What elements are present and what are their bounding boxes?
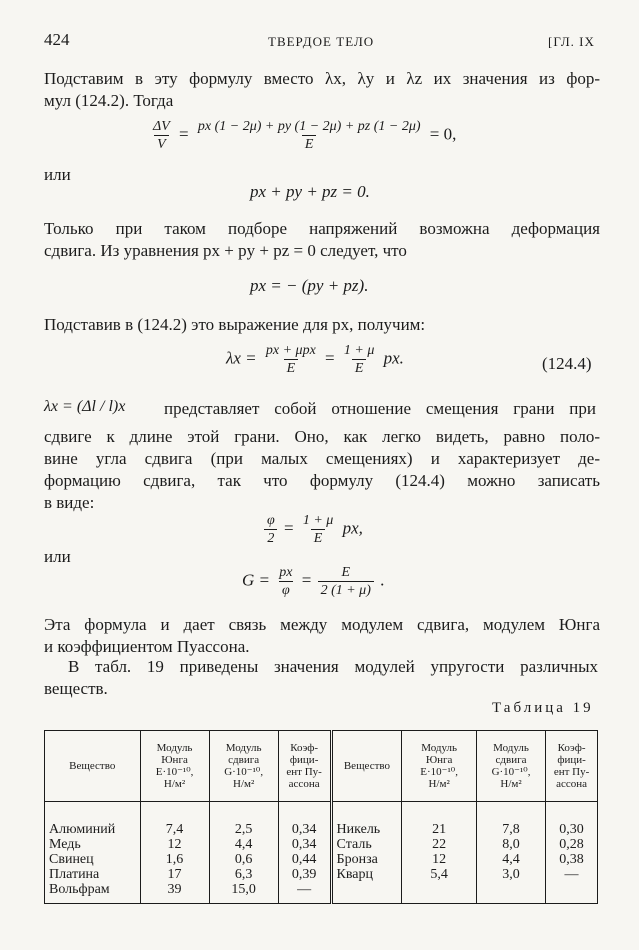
paragraph-line: или xyxy=(44,547,71,566)
left-young-values: 7,4 12 1,6 17 39 xyxy=(140,802,209,904)
eq5-tail: px, xyxy=(342,518,363,538)
header-substance: Вещество xyxy=(45,731,141,802)
paragraph-line: веществ. xyxy=(44,679,108,698)
paragraph-line: Эта формула и дает связь между модулем сдвига, модулем Юнга xyxy=(44,615,600,634)
table-header-row xyxy=(45,731,598,802)
right-shear-values: 7,8 8,0 4,4 3,0 xyxy=(476,802,545,904)
eq5-denominator: 2 xyxy=(264,529,277,547)
eq1-lhs-numerator: ΔV xyxy=(153,119,170,134)
header-poisson: Коэф- фици- ент Пу- ассона xyxy=(278,731,331,802)
paragraph-line: вине угла сдвига (при малых смещениях) и характеризует де- xyxy=(44,449,600,468)
eq5-f-denominator: E xyxy=(311,529,326,547)
right-substances: Никель Сталь Бронза Кварц xyxy=(331,802,402,904)
equation-half-angle: $\frac{\varphi}{2}$ = $\frac{1 + \mu}{E}$ px, xyxy=(262,512,363,547)
eq1-rhs-numerator: px (1 − 2μ) + py (1 − 2μ) + pz (1 − 2μ) xyxy=(197,119,421,134)
table-row xyxy=(45,802,598,904)
paragraph-line: Только при таком подборе напряжений возможна деформация xyxy=(44,219,600,238)
chapter-label: [ГЛ. IX xyxy=(548,34,595,49)
header-young: Модуль Юнга E·10⁻¹⁰, Н/м² xyxy=(402,731,477,802)
elastic-moduli-table xyxy=(44,730,598,904)
left-shear-values: 2,5 4,4 0,6 6,3 15,0 xyxy=(209,802,278,904)
header-poisson: Коэф- фици- ент Пу- ассона xyxy=(546,731,598,802)
paragraph-line: сдвиге к длине этой грани. Оно, как легко видеть, равно поло- xyxy=(44,427,600,446)
eq6-f1-denominator: φ xyxy=(279,581,293,599)
equation-label: (124.4) xyxy=(542,354,592,373)
paragraph-line: в виде: xyxy=(44,493,95,512)
header-shear: Модуль сдвига G·10⁻¹⁰, Н/м² xyxy=(476,731,545,802)
left-poisson-values: 0,34 0,34 0,44 0,39 — xyxy=(278,802,331,904)
header-young: Модуль Юнга E·10⁻¹⁰, Н/м² xyxy=(140,731,209,802)
eq4-f2-denominator: E xyxy=(352,359,367,377)
equation-shear-modulus: G = $\frac{px}{\varphi}$ = $\frac{E}{2 (1 + \mu)}$ . xyxy=(242,565,385,598)
eq4-tail: px. xyxy=(383,348,404,368)
paragraph-line: Подставим в эту формулу вместо λx, λy и λz их значения из фор- xyxy=(44,69,600,88)
eq6-lhs: G = xyxy=(242,570,270,590)
paragraph-line: представляет собой отношение смещения грани при xyxy=(164,399,596,418)
eq6-f2-denominator: 2 (1 + μ) xyxy=(318,581,374,599)
equation-px: px = − (py + pz). xyxy=(250,276,369,295)
equation-124-4: λx = $\frac{\text{px + μpx}}{E}$ = $\frac{1 + \mu}{E}$ px. xyxy=(226,343,404,376)
eq6-f2-numerator: E xyxy=(341,565,350,580)
eq1-tail: = 0, xyxy=(429,124,457,144)
table-caption: Таблица 19 xyxy=(492,700,594,716)
eq4-f1-numerator: px + μpx xyxy=(265,343,316,358)
left-substances: Алюминий Медь Свинец Платина Вольфрам xyxy=(45,802,141,904)
eq1-lhs-denominator: V xyxy=(154,135,169,153)
right-young-values: 21 22 12 5,4 xyxy=(402,802,477,904)
equation-volume-change: $\frac{\Delta V}{V}$ = $\frac{px (1 - 2\mu) + py (1 - 2\mu) + pz (1 - 2\mu)}{E}$ = 0, xyxy=(148,118,456,153)
right-poisson-values: 0,30 0,28 0,38 — xyxy=(546,802,598,904)
paragraph-line: Подставив в (124.2) это выражение для px, получим: xyxy=(44,315,426,334)
eq5-f-numerator: 1 + μ xyxy=(302,513,334,528)
eq4-f2-numerator: 1 + μ xyxy=(343,343,375,358)
paragraph-line: и коэффициентом Пуассона. xyxy=(44,637,250,656)
eq6-tail: . xyxy=(380,570,385,590)
lambda-definition: λx = (Δl / l)x xyxy=(44,398,126,415)
eq4-lhs: λx = xyxy=(226,348,257,368)
equation-sum-zero: px + py + pz = 0. xyxy=(250,182,370,201)
paragraph-line: сдвига. Из уравнения px + py + pz = 0 следует, что xyxy=(44,241,407,260)
header-shear: Модуль сдвига G·10⁻¹⁰, Н/м² xyxy=(209,731,278,802)
paragraph-line: мул (124.2). Тогда xyxy=(44,91,174,110)
page-number: 424 xyxy=(44,30,70,49)
running-title: ТВЕРДОЕ ТЕЛО xyxy=(268,34,375,49)
header-substance: Вещество xyxy=(331,731,402,802)
paragraph-line: или xyxy=(44,165,71,184)
eq4-f1-denominator: E xyxy=(284,359,299,377)
eq5-numerator: φ xyxy=(267,513,275,528)
eq1-rhs-denominator: E xyxy=(302,135,317,153)
paragraph-line: формацию сдвига, так что формулу (124.4) можно записать xyxy=(44,471,600,490)
paragraph-line: В табл. 19 приведены значения модулей упругости различных xyxy=(68,657,598,676)
eq6-f1-numerator: px xyxy=(279,565,293,580)
